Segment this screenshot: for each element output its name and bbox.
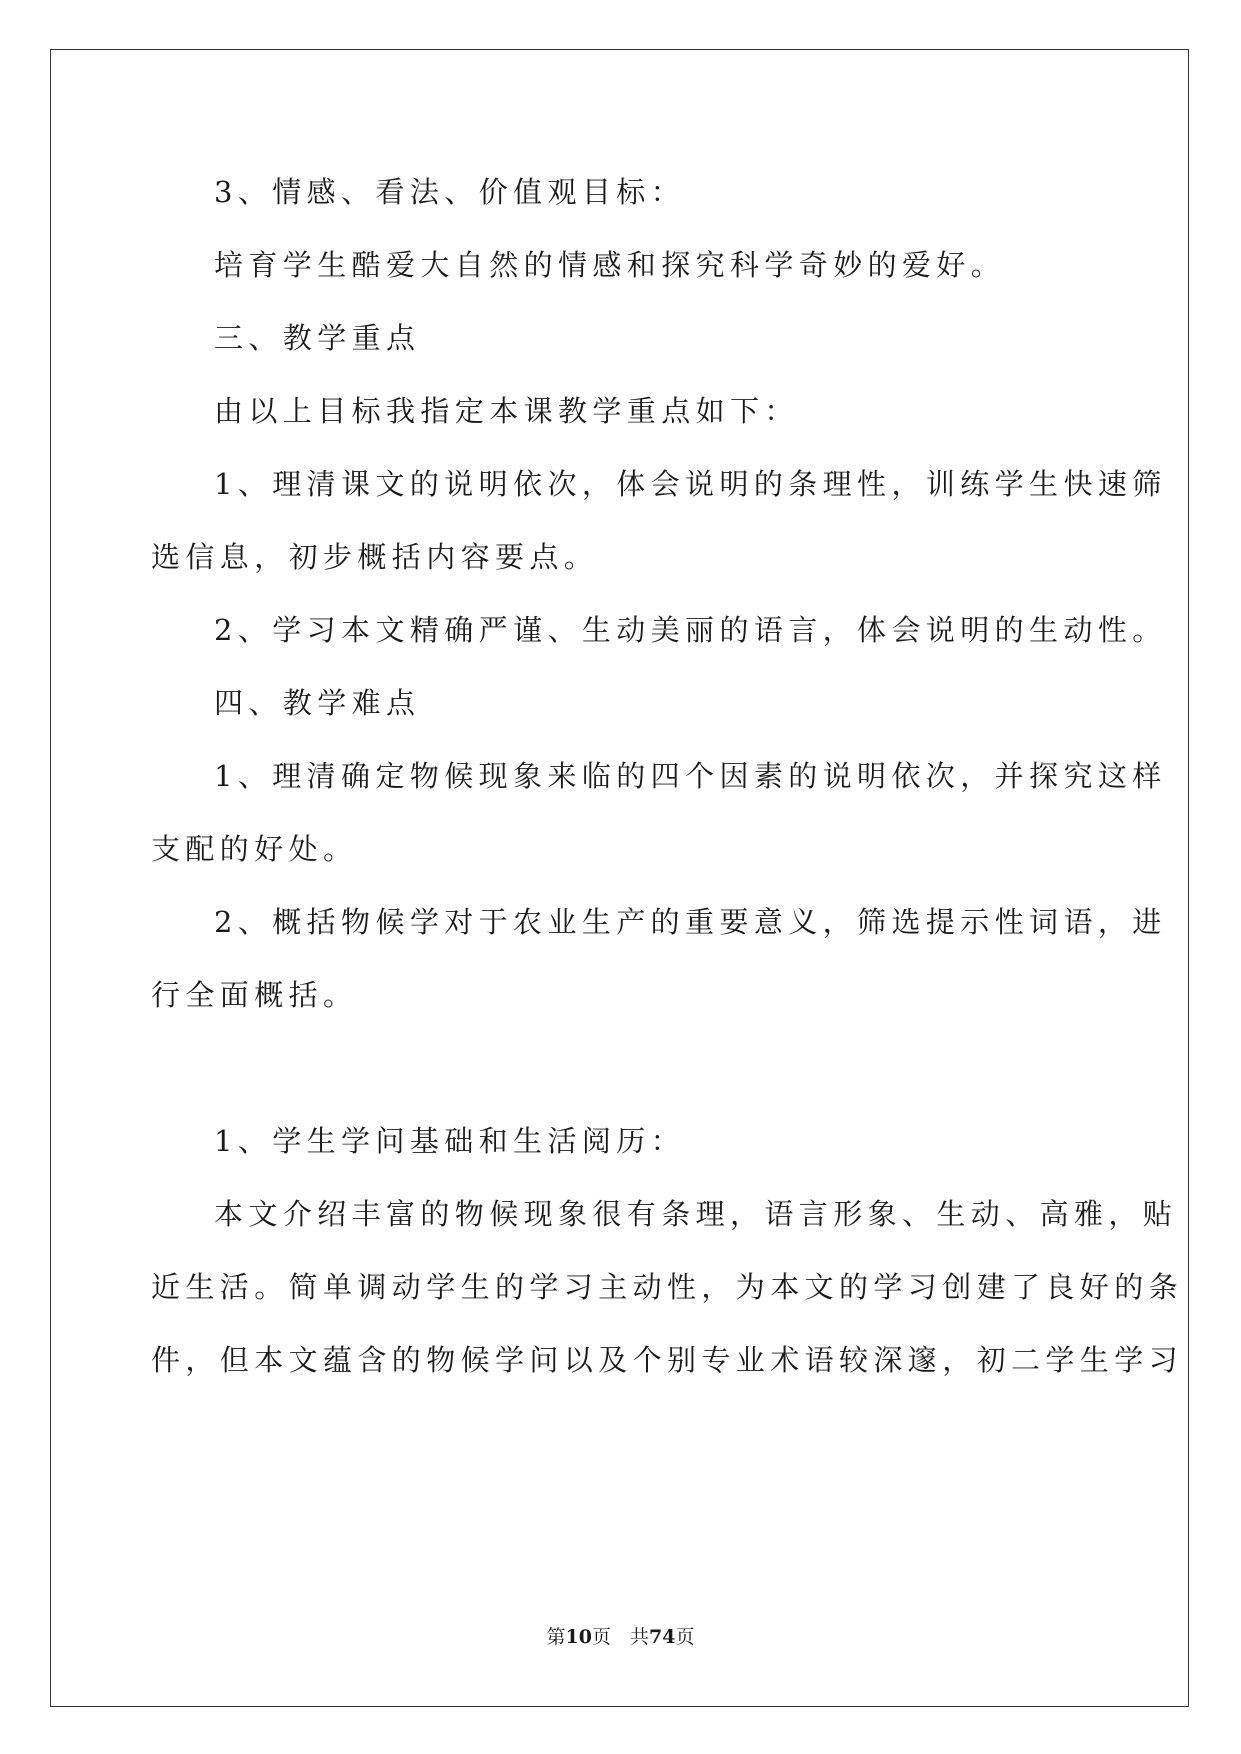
text-line: 支配的好处。 [151,832,358,866]
current-page-number: 10 [565,1626,592,1648]
text-line: 2、概括物候学对于农业生产的重要意义，筛选提示性词语，进 [214,905,1167,939]
text-line: 1、理清课文的说明依次，体会说明的条理性，训练学生快速筛 [214,467,1167,501]
text-line: 由以上目标我指定本课教学重点如下： [214,394,799,428]
total-page-count: 74 [649,1626,676,1648]
text-line: 1、理清确定物候现象来临的四个因素的说明依次，并探究这样 [214,759,1167,793]
text-line: 培育学生酷爱大自然的情感和探究科学奇妙的爱好。 [214,248,1006,282]
section-heading: 三、教学重点 [214,321,421,355]
text-line: 近生活。简单调动学生的学习主动性，为本文的学习创建了良好的条 [151,1270,1184,1304]
text-line: 行全面概括。 [151,978,358,1012]
text-line: 选信息，初步概括内容要点。 [151,540,599,574]
page-border [50,49,1189,1707]
text-line: 2、学习本文精确严谨、生动美丽的语言，体会说明的生动性。 [214,613,1167,647]
text-line: 件，但本文蕴含的物候学问以及个别专业术语较深邃，初二学生学习 [151,1343,1184,1377]
text-line: 本文介绍丰富的物候现象很有条理，语言形象、生动、高雅，贴 [214,1197,1178,1231]
text-line: 1、学生学问基础和生活阅历： [214,1124,686,1158]
section-heading: 四、教学难点 [214,686,421,720]
text-line: 3、情感、看法、价值观目标： [214,175,686,209]
footer-prefix: 第 [546,1626,566,1648]
footer-middle: 页 共 [591,1626,649,1648]
page-footer [0,1624,1241,1650]
footer-suffix: 页 [675,1626,695,1648]
